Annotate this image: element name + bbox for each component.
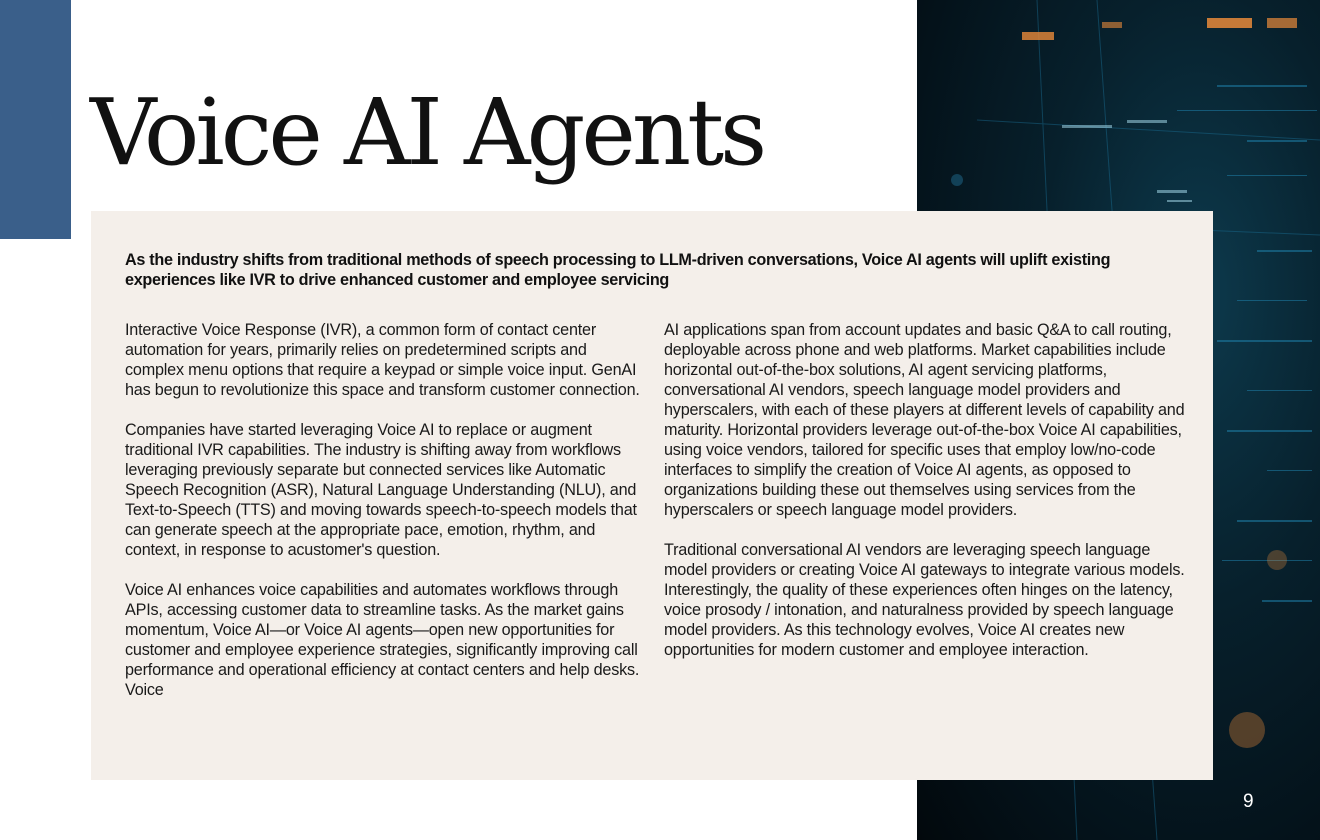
content-panel — [91, 211, 1213, 780]
right-column — [664, 320, 1194, 680]
lead-paragraph: As the industry shifts from traditional methods of speech processing to LLM-driven conversations, Voice AI agents will uplift existing experiences like IVR to drive enhanced customer and employee servicing — [125, 251, 1111, 289]
right-paragraph-2: Traditional conversational AI vendors are leveraging speech language model providers or creating Voice AI gateways to integrate various models. Interestingly, the quality of these experiences often hinges on the latency, voice prosody / intonation, and naturalness provided by speech language model providers. As this technology evolves, Voice AI creates new opportunities for modern customer and employee interaction. — [664, 541, 1185, 659]
accent-bar — [0, 0, 71, 239]
left-paragraph-3: Voice AI enhances voice capabilities and automates workflows through APIs, accessing customer data to streamline tasks. As the market gains momentum, Voice AI—or Voice AI agents—open new opportunities for customer and employee experience strategies, significantly improving call performance and operational efficiency at contact centers and help desks. Voice — [125, 581, 640, 699]
left-paragraph-1: Interactive Voice Response (IVR), a common form of contact center automation for years, primarily relies on predetermined scripts and complex menu options that require a keypad or simple voice input. GenAI has begun to revolutionize this space and transform customer connection. — [125, 321, 640, 399]
page-number: 9 — [1243, 791, 1254, 812]
right-paragraph-1: AI applications span from account updates and basic Q&A to call routing, deployable across phone and web platforms. Market capabilities include horizontal out-of-the-box solutions, AI agent servicing platforms, conversational AI vendors, speech language model providers and hyperscalers, with each of these players at different levels of capability and maturity. Horizontal providers leverage out-of-the-box Voice AI capabilities, using voice vendors, tailored for specific uses that employ low/no-code interfaces to simplify the creation of Voice AI agents, as opposed to organizations building these out themselves using services from the hyperscalers or speech language model providers. — [664, 321, 1185, 519]
left-column — [125, 320, 645, 720]
left-paragraph-2: Companies have started leveraging Voice AI to replace or augment traditional IVR capabilities. The industry is shifting away from workflows leveraging previously separate but connected services like Automatic Speech Recognition (ASR), Natural Language Understanding (NLU), and Text-to-Speech (TTS) and moving towards speech-to-speech models that can generate speech at the appropriate pace, emotion, rhythm, and context, in response to acustomer's question. — [125, 421, 637, 559]
page-title: Voice AI Agents — [90, 79, 764, 186]
